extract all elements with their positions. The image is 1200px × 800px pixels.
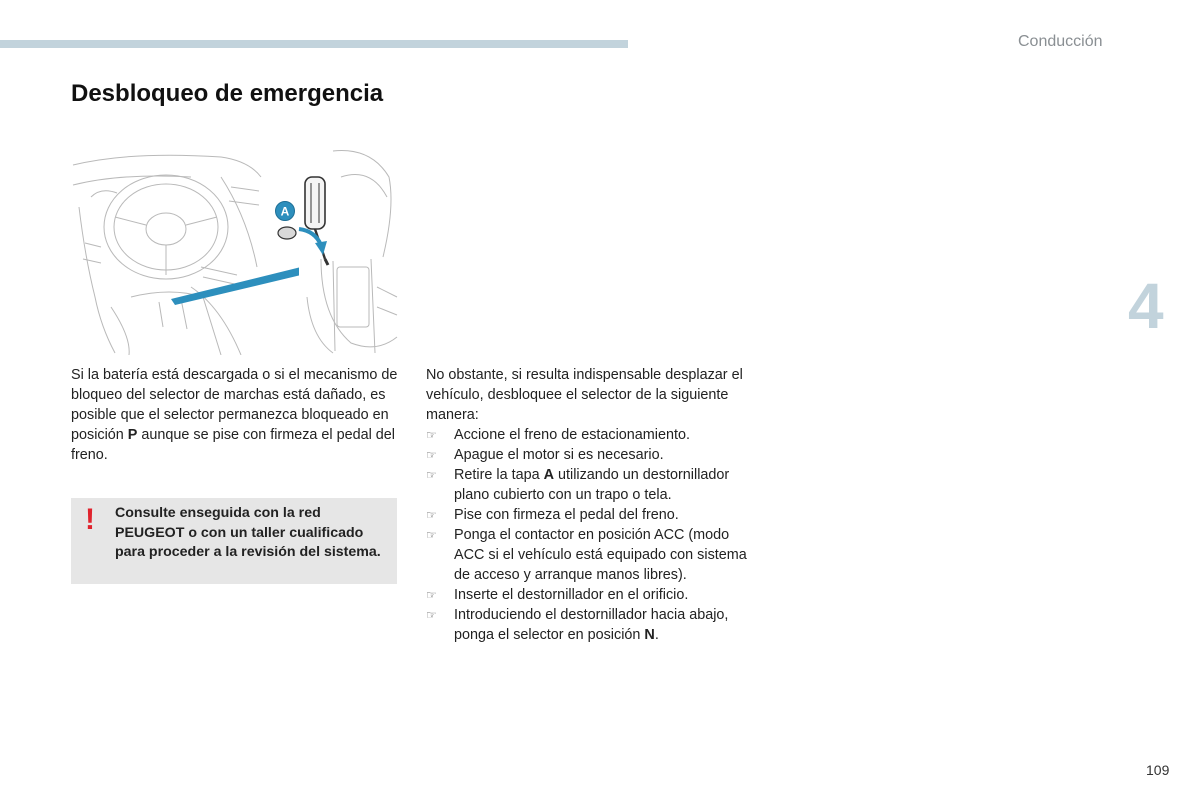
step-item: ☞ Retire la tapa A utilizando un destornillador plano cubierto con un trapo o tela. xyxy=(426,467,730,503)
step-item: ☞ Inserte el destornillador en el orificio. xyxy=(426,587,689,603)
gear-selector-illustration xyxy=(71,147,399,355)
hand-pointer-icon: ☞ xyxy=(426,428,437,442)
page-title: Desbloqueo de emergencia xyxy=(71,80,384,107)
intro-paragraph: Si la batería está descargada o si el mecanismo de bloqueo del selector de marchas está dañado, es posible que el selector permanezca bloqueado en posición P aunque se pise con firmeza el pedal del freno. xyxy=(71,367,398,463)
procedure-steps xyxy=(426,425,756,645)
exclamation-icon: ! xyxy=(85,503,95,536)
step-item: ☞ Ponga el contactor en posición ACC (modo ACC si el vehículo está equipado con sistema de acceso y arranque manos libres). xyxy=(426,527,747,583)
section-name: Conducción xyxy=(1018,33,1103,50)
header-bar xyxy=(0,40,628,48)
page-number: 109 xyxy=(1146,762,1170,778)
warning-box xyxy=(71,498,397,584)
hand-pointer-icon: ☞ xyxy=(426,588,437,602)
label-a: A xyxy=(280,204,290,219)
procedure xyxy=(426,365,756,645)
hand-pointer-icon: ☞ xyxy=(426,528,437,542)
procedure-intro: No obstante, si resulta indispensable desplazar el vehículo, desbloquee el selector de la siguiente manera: xyxy=(426,367,743,423)
intro-text xyxy=(71,365,401,465)
step-item: ☞ Introduciendo el destornillador hacia abajo, ponga el selector en posición N. xyxy=(426,607,729,643)
step-item: ☞ Accione el freno de estacionamiento. xyxy=(426,427,690,443)
step-item: ☞ Pise con firmeza el pedal del freno. xyxy=(426,507,679,523)
hand-pointer-icon: ☞ xyxy=(426,468,437,482)
hand-pointer-icon: ☞ xyxy=(426,608,437,622)
warning-text: Consulte enseguida con la red PEUGEOT o con un taller cualificado para proceder a la revisión del sistema. xyxy=(115,505,381,560)
chapter-number: 4 xyxy=(1128,270,1164,342)
hand-pointer-icon: ☞ xyxy=(426,508,437,522)
hand-pointer-icon: ☞ xyxy=(426,448,437,462)
step-item: ☞ Apague el motor si es necesario. xyxy=(426,447,664,463)
